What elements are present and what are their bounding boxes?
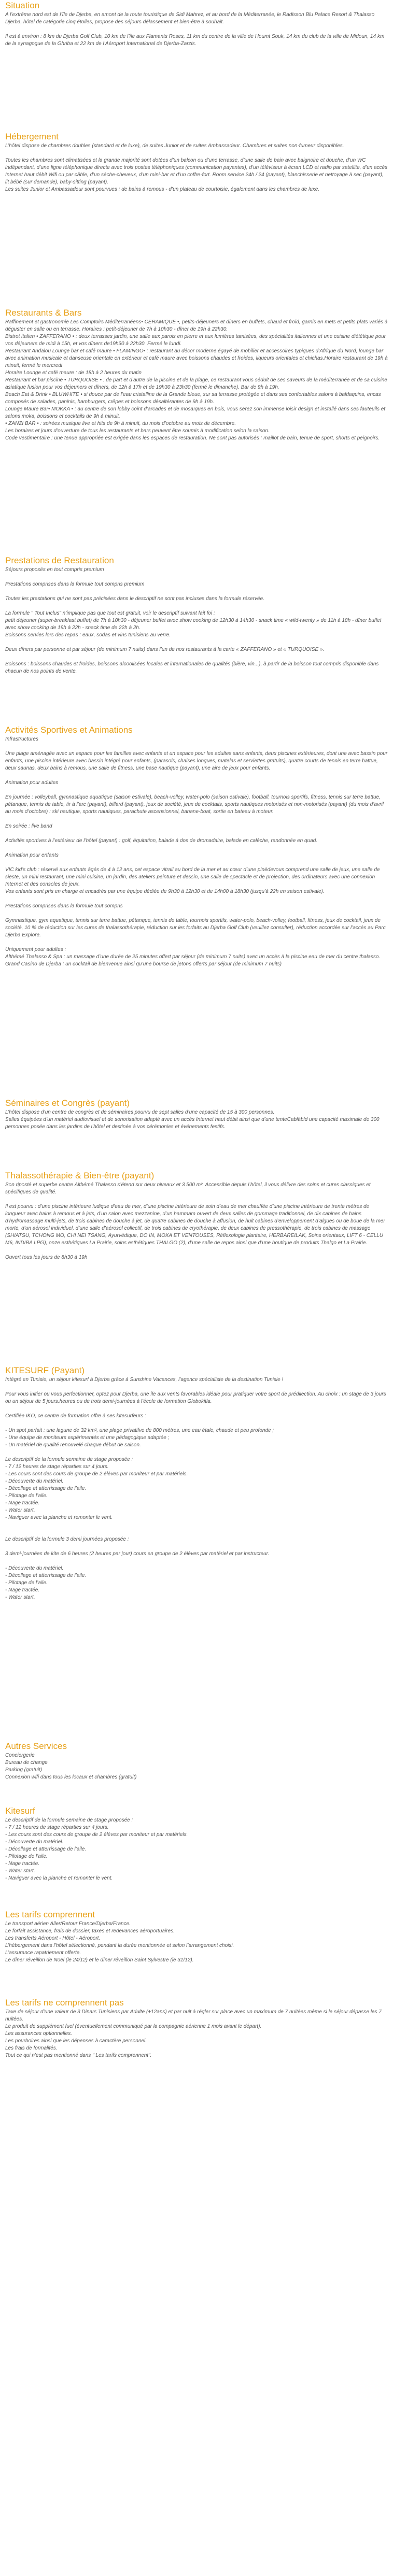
section-seminaires [5, 1098, 388, 1170]
section-title: Prestations de Restauration [5, 556, 114, 565]
section-prestations-restauration [5, 555, 388, 724]
section-body: Son riposté et superbe centre Althémé Thalasso s’étend sur deux niveaux et 3 500 m². Accessible depuis l’hôtel, il vous délivre des soins et cures classiques et spécifiques de qualité. Il est pourvu : d’une piscine intérieure ludique d’eau de mer, d’une piscine intérieure de soin d’eau de mer chauffée d’une piscine intérieure de trente mètres de longueur avec bains à remous et à jets, d’un salon avec mezzanine, d’un hammam ouvert de deux salles de gommage traditionnel, de dix cabines de bains d’hydromassage multi-jets, de trois cabines de douche à jet, de quatre cabines de douche à affusion, de huit cabines d’enveloppement d’algues ou de boue de la mer morte, d’un aérosol individuel, d’une salle d’aérosol collectif, de trois cabines de cryothérapie, de deux cabines de pressothérapie, de trois cabines de massage (SHIATSU, TCHONG MO, CHI NEI TSANG, Ayurvédique, DO IN, MOXA ET VENTOUSES, Réflexologie plantaire, HERBAREILAK, Soins orientaux, LIFT 6 - CELLU M6, INDIBA LPG), onze esthétiques La Prairie, soins esthétiques THALGO (2), d’une salle de repos ainsi que d’une boutique de produits Thalgo et La Prairie. Ouvert tous les jours de 8h30 à 19h [5, 1182, 385, 1260]
section-body: Taxe de séjour d’une valeur de 3 Dinars Tunisiens par Adulte (+12ans) et par nuit à régler sur place avec un maximum de 7 nuitées même si le séjour dépasse les 7 nuitées. Le produit de supplément fuel (éventuellement communiqué par la compagnie aérienne 1 mois avant le départ). Les assurances optionnelles. Les pourboires ainsi que les dépenses à caractère personnel. Les frais de formalités. Tout ce qui n’est pas mentionné dans " Les tarifs comprennent". [5, 2009, 382, 2058]
section-kitesurf-payant [5, 1365, 388, 1741]
section-title: Situation [5, 1, 40, 10]
section-body: Séjours proposés en tout compris premium Prestations comprises dans la formule tout compris premium Toutes les prestations qui ne sont pas précisées dans le descriptif ne sont pas incluses dans la formule réservée. La formule " Tout Inclus" n’implique pas que tout est gratuit, voir le descriptif suivant fait foi : petit déjeuner (super-breakfast buffet) de 7h à 10h30 - déjeuner buffet avec show cooking de 12h30 à 14h30 - snack time « wild-twenty » de 11h à 18h - dîner buffet avec show cooking de 19h à 22h - snack time de 22h à 2h. Boissons servies lors des repas : eaux, sodas et vins tunisiens au verre. Deux dîners par personne et par séjour (de minimum 7 nuits) dans l’un de nos restaurants à la carte « ZAFFERANO » et « TURQUOISE ». Boissons : boissons chaudes et froides, boissons alcoolisées locales et internationales de qualités (bière, vin...), à partir de la boisson tout compris disponible dans chacun de nos points de vente. [5, 567, 382, 674]
section-thalasso [5, 1170, 388, 1365]
section-body: Infrastructures Une plage aménagée avec un espace pour les familles avec enfants et un espace pour les adultes sans enfants, deux piscines extérieures, dont une avec bassin pour enfants, une piscine intérieure avec bassin intégré pour enfants, (parasols, chaises longues, matelas et serviettes gratuits), quatre courts de tennis en terre battue, deux saunas, deux bains à remous, une salle de fitness, une base nautique (payant), une aire de jeux pour enfants. Animation pour adultes En journée : volleyball, gymnastique aquatique (saison estivale), beach-volley, water-polo (saison estivale), football, tournois sportifs, fitness, tennis sur terre battue, pétanque, tennis de table, tir à l’arc (payant), billard (payant), jeux de société, jeux de cocktails, sports nautiques motorisés et non-motorisés (payant) (du mois d’avril au mois d’octobre) : ski nautique, sports nautiques, parachute ascensionnel, banane-boat, sortie en bateau à moteur. En soirée : live band Activités sportives à l’extérieur de l’hôtel (payant) : golf, équitation, balade à dos de dromadaire, balade en calèche, randonnée en quad. Animation pour enfants VIC kid’s club : réservé aux enfants âgés de 4 à 12 ans, cet espace vitrail au bord de la mer et au cœur d’une pinèdevous comprend une salle de jeux, une salle de sieste, un mini restaurant, une mini cuisine, un jardin, des ateliers peinture et dessin, une salle de spectacle et de projection, des ordinateurs avec une connexion Internet et des consoles de jeux. Vos enfants sont pris en charge et encadrés par une équipe dédiée de 9h30 à 12h30 et de 14h00 à 18h30 (jusqu’à 22h en saison estivale). Prestations comprises dans la formule tout compris Gymnastique, gym aquatique, tennis sur terre battue, pétanque, tennis de table, tournois sportifs, water-polo, beach-volley, football, fitness, jeux de cocktail, jeux de société, 10 % de réduction sur les cures de thalassothérapie, réduction sur les forfaits au Djerba Golf Club (veuillez consulter), réduction accordée sur l’accès au Parc Djerba Explore. Uniquement pour adultes : Althémé Thalasso & Spa : un massage d’une durée de 25 minutes offert par séjour (de minimum 7 nuits) avec un accès à la piscine eau de mer du centre thalasso. Grand Casino de Djerba : un cocktail de bienvenue ainsi qu’une bourse de jetons offerts par séjour (de minimum 7 nuits) [5, 736, 388, 967]
section-title: KITESURF (Payant) [5, 1365, 85, 1375]
section-title: Activités Sportives et Animations [5, 725, 133, 735]
section-title: Les tarifs comprennent [5, 1910, 95, 1919]
section-kitesurf [5, 1805, 388, 1909]
section-body: Le transport aérien Aller/Retour France/Djerba/France. Le forfait assistance, frais de dossier, taxes et redevances aéroportuaires. Les transferts Aéroport - Hôtel - Aéroport. L’hébergement dans l’hôtel sélectionné, pendant la durée mentionnée et selon l’arrangement choisi. L’assurance rapatriement offerte. Le dîner réveillon de Noël (le 24/12) et le dîner réveillon Saint Sylvestre (le 31/12). [5, 1921, 234, 1963]
section-body: Le descriptif de la formule semaine de stage proposée : - 7 / 12 heures de stage réparties sur 4 jours. - Les cours sont des cours de groupe de 2 élèves par moniteur et par matériels. - Découverte du matériel. - Décollage et atterrissage de l’aile. - Pilotage de l’aile. - Nage tractée. - Water start. - Naviguer avec la planche et remonter le vent. [5, 1817, 188, 1881]
section-activites [5, 724, 388, 1098]
section-title: Les tarifs ne comprennent pas [5, 1998, 124, 2008]
section-hebergement [5, 131, 388, 307]
section-situation [5, 0, 388, 131]
section-body: L’hôtel dispose d’un centre de congrès et de séminaires pourvu de sept salles d’une capacité de 15 à 300 personnes. Salles équipées d’un matériel audiovisuel et de sonorisation adapté avec un accès Internet haut débit ainsi que d’une tenteCabläbld une capacité maximale de 300 personnes posée dans les jardins de l’hôtel et destinée à vos cérémonies et événements festifs. [5, 1109, 380, 1130]
section-body: A l’extrême nord est de l’île de Djerba, en amont de la route touristique de Sidi Mahrez, et au bord de la Méditerranée, le Radisson Blu Palace Resort & Thalasso Djerba, hôtel de catégorie cinq étoiles, propose des séjours délassement et bien-être à souhait. Il est à environ : 8 km du Djerba Golf Club, 10 km de l’île aux Flamants Roses, 11 km du centre de la ville de Houmt Souk, 14 km du club de la ville de Midoun, 14 km de la synagogue de la Ghriba et 22 km de l’Aéroport International de Djerba-Zarzis. [5, 12, 385, 47]
section-body: L’hôtel dispose de chambres doubles (standard et de luxe), de suites Junior et de suites Ambassadeur. Chambres et suites non-fumeur disponibles. Toutes les chambres sont climatisées et la grande majorité sont dotées d’un balcon ou d’une terrasse, d’une salle de bain avec baignoire et douche, d’un WC indépendant, d’une ligne téléphonique directe avec trois postes téléphoniques (communication payantes), d’un téléviseur à écran LCD et radio par satellite, d’un accès Internet haut débit Wifi ou par câble, d’un sèche-cheveux, d’un mini-bar et d’un coffre-fort. Room service 24h / 24 (payant), blanchisserie et nettoyage à sec (payant), lit bébé (sur demande), baby-sitting (payant). Les suites Junior et Ambassadeur sont pourvues : de bains à remous - d’un plateau de courtoisie, également dans les chambres de luxe. [5, 143, 388, 192]
section-autres-services [5, 1741, 388, 1805]
section-tarifs-ne-comprennent-pas [5, 1997, 388, 2075]
section-title: Séminaires et Congrès (payant) [5, 1098, 130, 1108]
section-title: Hébergement [5, 132, 59, 141]
section-body: Intégré en Tunisie, un séjour kitesurf à Djerba grâce à Sunshine Vacances, l’agence spécialiste de la destination Tunisie ! Pour vous initier ou vous perfectionner, optez pour Djerba, une île aux vents favorables idéale pour pratiquer votre sport de prédilection. Au choix : un stage de 3 jours ou un séjour de 5 jours.heures ou de trois demi-journées à l’école de formation Globokitla. Certifiée IKO, ce centre de formation offre à ses kitesurfeurs : - Un spot parfait : une lagune de 32 km², une plage privatifve de 800 mètres, une eau étale, chaude et peu profonde ; - Une équipe de moniteurs expérimentés et une pédagogique adaptée ; - Un matériel de qualité renouvelé chaque début de saison. Le descriptif de la formule semaine de stage proposée : - 7 / 12 heures de stage réparties sur 4 jours. - Les cours sont des cours de groupe de 2 élèves par moniteur et par matériels. - Découverte du matériel. - Décollage et atterrissage de l’aile. - Pilotage de l’aile. - Nage tractée. - Water start. - Naviguer avec la planche et remonter le vent. Le descriptif de la formule 3 demi journées proposée : 3 demi-journées de kite de 6 heures (2 heures par jour) cours en groupe de 2 élèves par matériel et par instructeur. - Découverte du matériel. - Décollage et atterrissage de l’aile. - Pilotage de l’aile. - Nage tractée. - Water start. [5, 1377, 386, 1600]
section-title: Restaurants & Bars [5, 308, 82, 318]
section-title: Autres Services [5, 1741, 67, 1751]
section-title: Kitesurf [5, 1806, 35, 1816]
section-restaurants-bars [5, 307, 388, 555]
section-title: Thalassothérapie & Bien-être (payant) [5, 1171, 155, 1180]
section-tarifs-comprennent [5, 1909, 388, 1997]
section-body: Conciergerie Bureau de change Parking (gratuit) Connexion wifi dans tous les locaux et chambres (gratuit) [5, 1753, 137, 1780]
section-body: Raffinement et gastronomie Les Comptoirs Méditerranéens• CERAMIQUE •, petits-déjeuners et dîners en buffets, chaud et froid, garnis en mets et petits plats variés à déguster en salle ou en terrasse. Horaires : petit-déjeuner de 7h à 10h30 - dîner de 19h à 22h30. Bistrot italien • ZAFFERANO • : deux terrasses jardin, une salle aux parois en pierre et aux lumières tamisées, des spécialités italiennes et une cuisine diététique pour vos déjeuners de midi à 15h, et vos dîners de19h30 à 22h30. Fermé le lundi. Restaurant Andalou Lounge bar et café maure • FLAMINGO• : restaurant au décor moderne égayé de mobilier et accessoires typiques d’Afrique du Nord, lounge bar avec animation musicale et danseuse orientale en extérieur et café maure avec boissons chaudes et froides, liqueurs orientales et chichas.Horaire restaurant de 19h à minuit, fermé le mercredi Horaire Lounge et café maure : de 18h à 2 heures du matin Restaurant et bar piscine • TURQUOISE • : de part et d’autre de la piscine et de la plage, ce restaurant vous séduit de ses saveurs de la méditerranée et de sa cuisine asiatique fusion pour vos déjeuners et dîners, de 12h à 17h et de 19h30 à 23h30 (fermé le dimanche). Bar de 9h à 19h. Beach Eat & Drink • BLUWHITE • si douce par de l’eau cristalline de la Grande bleue, sur sa terrasse protégée et dans ses confortables salons à baldaquins, encas composés de salades, paninis, hamburgers, crêpes et boissons désaltérantes de 9h à 19h. Lounge Maure Bar• MOKKA • : au centre de son lobby coint d’arcades et de mosaïques en bois, vous serez son immense loisir design et installé dans ses fauteuils et salons moka, boissons et cocktails de 9h à minuit. • ZANZI BAR • : soirées musique live et hits de 9h à minuit, du mois d’octobre au mois de décembre. Les horaires et jours d’ouverture de tous les restaurants et bars peuvent être soumis à modification selon la saison. Code vestimentaire : une tenue appropriée est exigée dans les espaces de restauration. Ne sont pas autorisés : maillot de bain, tenue de sport, shorts et peignoirs. [5, 319, 388, 441]
